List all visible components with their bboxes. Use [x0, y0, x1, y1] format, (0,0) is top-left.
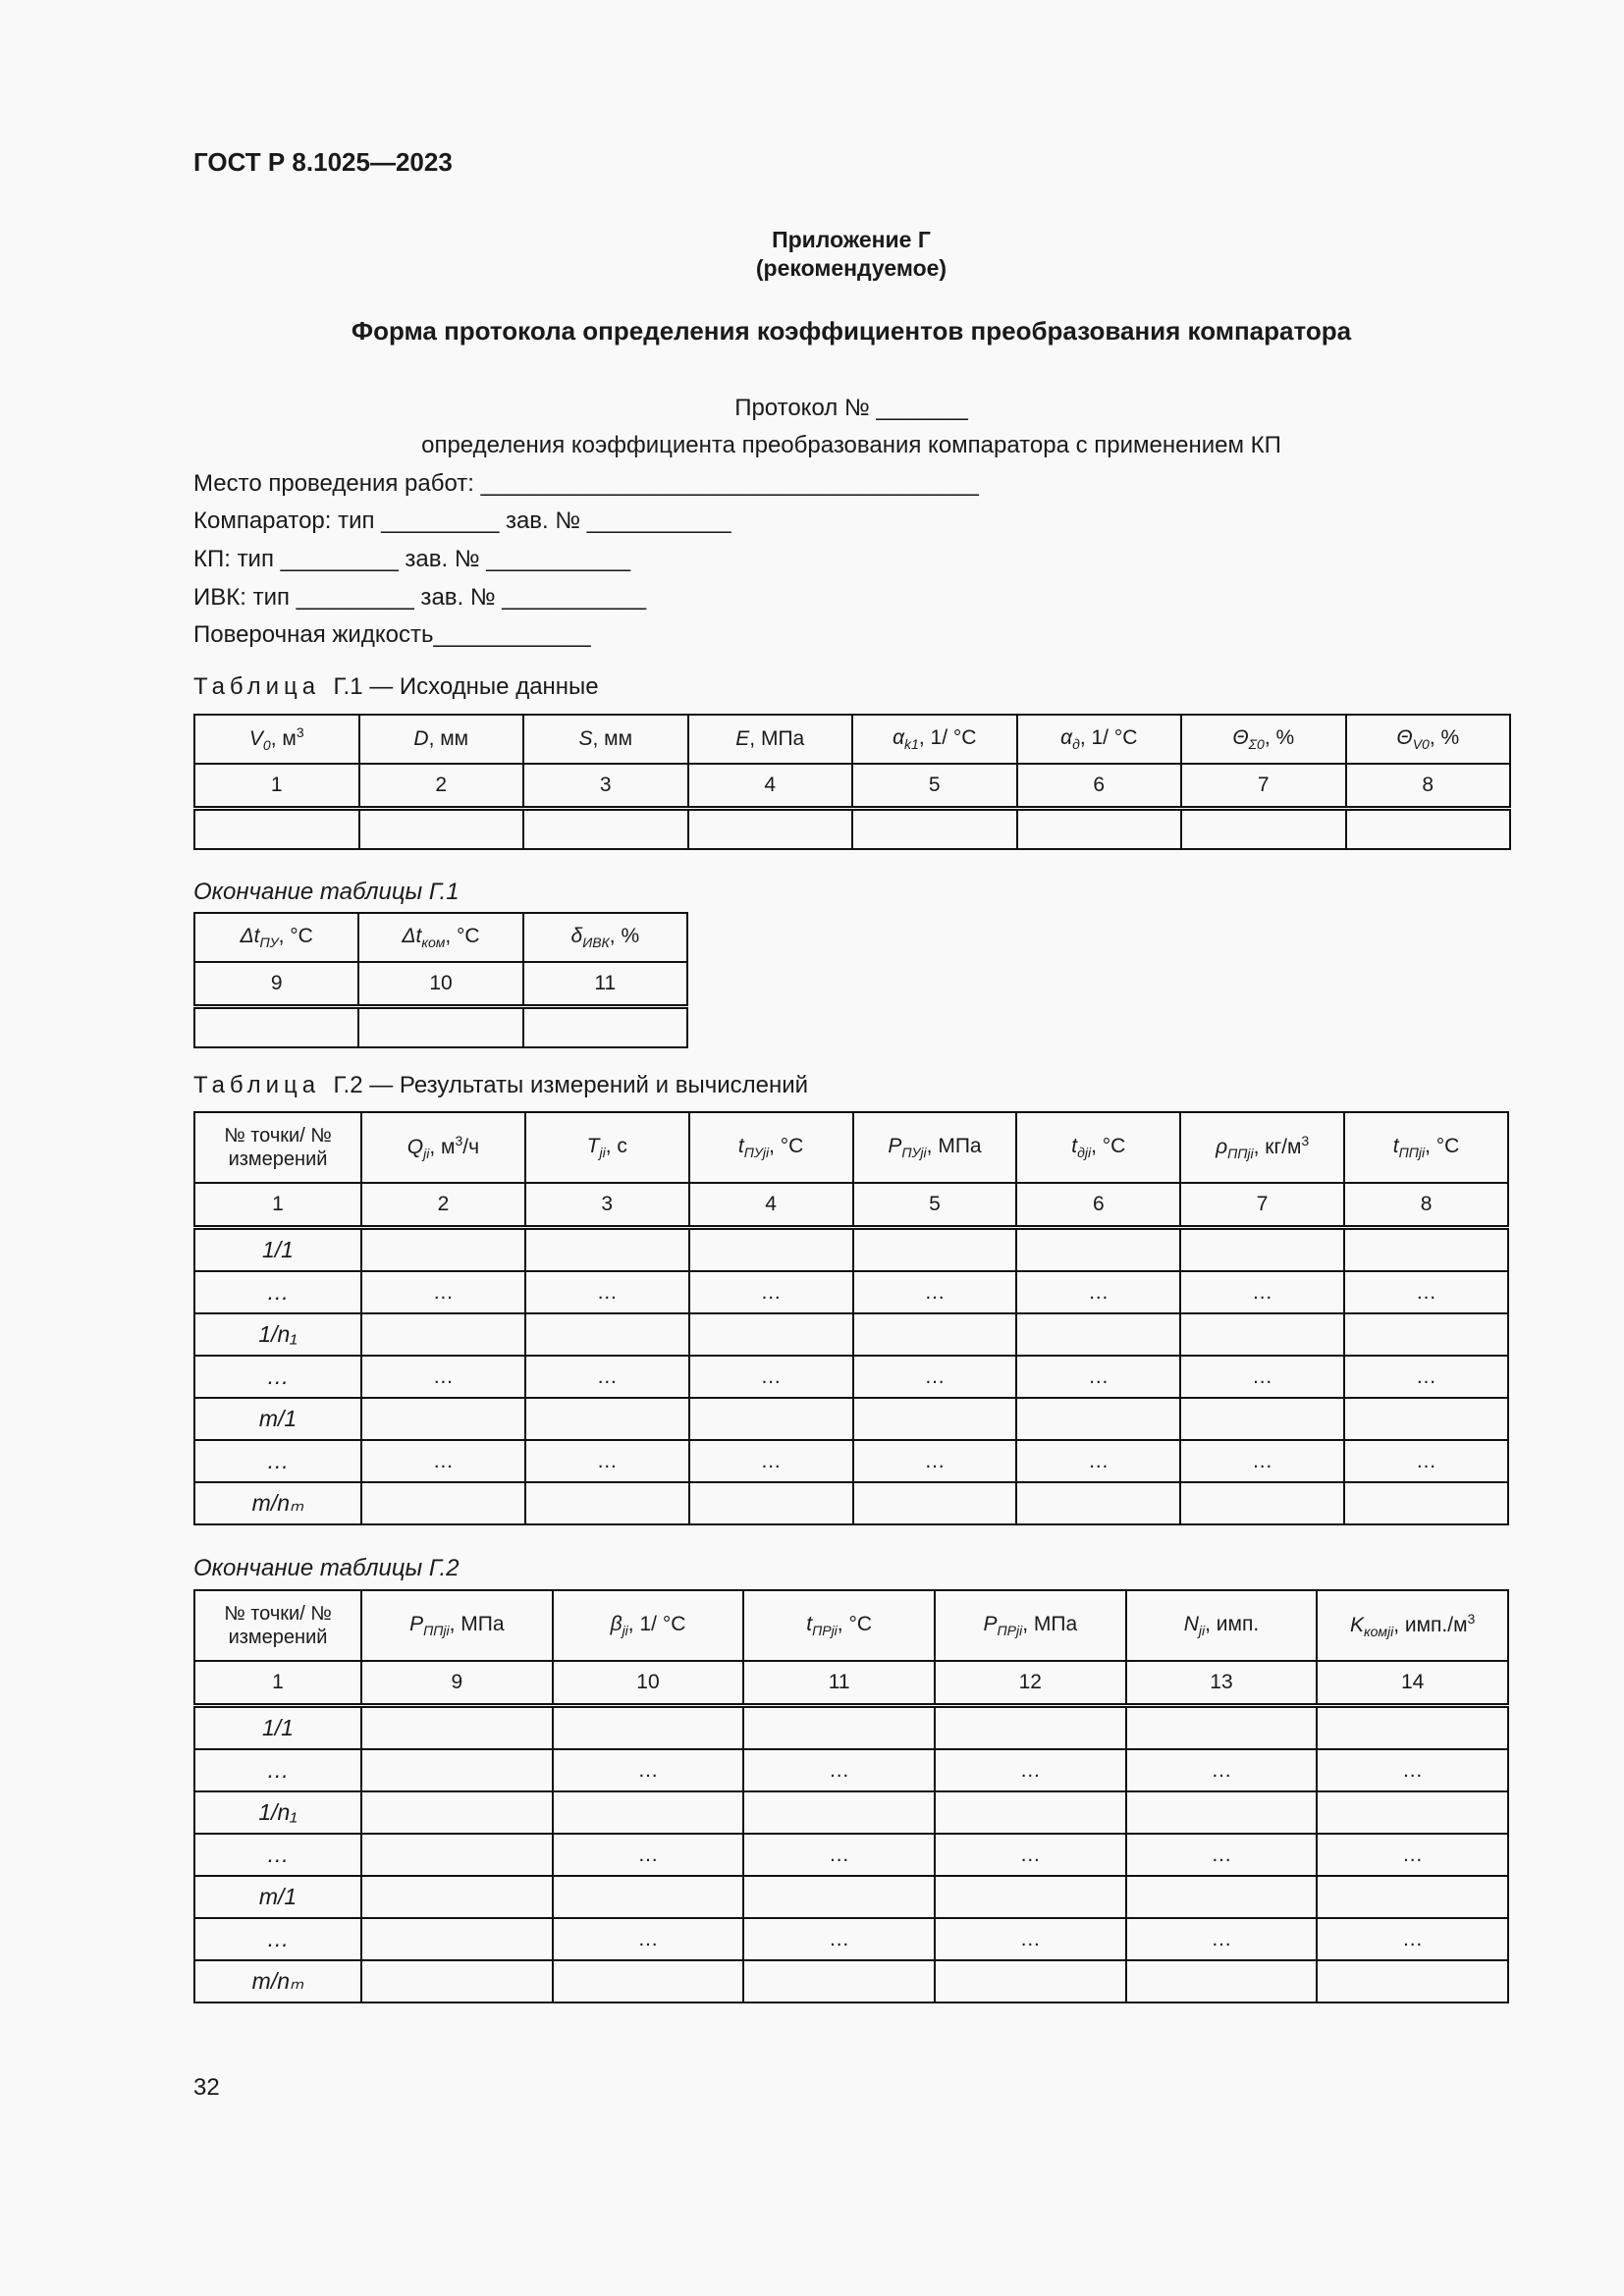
empty-cell — [1181, 809, 1346, 850]
table-row — [194, 1661, 1508, 1706]
row-label-cell: 1/1 — [194, 1706, 361, 1750]
table-header-cell: $t_{дji}$, °С — [1016, 1112, 1180, 1183]
table-row — [194, 1228, 1508, 1272]
data-cell — [361, 1749, 553, 1791]
column-number-cell: 7 — [1180, 1183, 1344, 1228]
data-cell — [1016, 1482, 1180, 1524]
data-cell — [1180, 1398, 1344, 1440]
data-cell — [525, 1398, 689, 1440]
column-number-cell: 10 — [553, 1661, 744, 1706]
data-cell — [935, 1876, 1126, 1918]
table-header-cell: $P_{ПУji}$, МПа — [853, 1112, 1017, 1183]
table-row — [194, 1482, 1508, 1524]
data-cell — [1016, 1228, 1180, 1272]
column-number-cell: 6 — [1017, 764, 1182, 809]
data-cell — [853, 1482, 1017, 1524]
data-cell — [553, 1876, 744, 1918]
data-cell: … — [689, 1440, 853, 1482]
data-cell: … — [1180, 1440, 1344, 1482]
column-number-cell: 11 — [523, 962, 687, 1007]
data-cell: … — [689, 1271, 853, 1313]
data-cell — [853, 1313, 1017, 1356]
data-cell: … — [1344, 1440, 1508, 1482]
row-label-cell: 1/n₁ — [194, 1313, 361, 1356]
table2-end-caption: Окончание таблицы Г.2 — [193, 1555, 460, 1581]
row-label-cell: … — [194, 1918, 361, 1960]
data-cell: … — [689, 1356, 853, 1398]
table-g1-end — [193, 912, 688, 1048]
table-row — [194, 1749, 1508, 1791]
data-cell — [935, 1706, 1126, 1750]
column-number-cell: 8 — [1346, 764, 1511, 809]
table-header-cell: $P_{ППji}$, МПа — [361, 1590, 553, 1661]
column-number-cell: 9 — [194, 962, 358, 1007]
table-row — [194, 1271, 1508, 1313]
table-header-cell: $\delta_{ИВК}$, % — [523, 913, 687, 962]
table-header-cell: $P_{ПРji}$, МПа — [935, 1590, 1126, 1661]
column-number-cell: 4 — [688, 764, 853, 809]
empty-cell — [359, 809, 524, 850]
data-cell: … — [361, 1440, 525, 1482]
table-g2-end — [193, 1589, 1509, 2003]
data-cell — [689, 1228, 853, 1272]
row-label-cell: … — [194, 1356, 361, 1398]
table-row — [194, 715, 1510, 764]
empty-cell — [358, 1007, 522, 1048]
data-cell: … — [853, 1356, 1017, 1398]
data-cell: … — [1016, 1271, 1180, 1313]
data-cell: … — [1126, 1749, 1318, 1791]
data-cell: … — [1344, 1356, 1508, 1398]
empty-cell — [523, 809, 688, 850]
column-number-cell: 6 — [1016, 1183, 1180, 1228]
column-number-cell: 14 — [1317, 1661, 1508, 1706]
data-cell — [1180, 1313, 1344, 1356]
table-header-cell: $\Delta t_{ком}$, °С — [358, 913, 522, 962]
data-cell — [1180, 1228, 1344, 1272]
form-title: Форма протокола определения коэффициентов преобразования компаратора — [351, 316, 1352, 346]
data-cell — [1344, 1482, 1508, 1524]
row-label-cell: m/nₘ — [194, 1482, 361, 1524]
empty-cell — [688, 809, 853, 850]
table-row — [194, 1183, 1508, 1228]
table-g1 — [193, 714, 1511, 850]
point-header-cell: № точки/ № измерений — [194, 1112, 361, 1183]
data-cell — [525, 1313, 689, 1356]
data-cell: … — [525, 1271, 689, 1313]
data-cell: … — [1126, 1918, 1318, 1960]
document-header: ГОСТ Р 8.1025—2023 — [193, 147, 453, 177]
column-number-cell: 9 — [361, 1661, 553, 1706]
table-row — [194, 962, 687, 1007]
table-row — [194, 1960, 1508, 2002]
data-cell: … — [935, 1918, 1126, 1960]
data-cell — [361, 1834, 553, 1876]
data-cell: … — [853, 1440, 1017, 1482]
data-cell — [743, 1791, 935, 1834]
data-cell: … — [1180, 1356, 1344, 1398]
data-cell — [853, 1228, 1017, 1272]
row-label-cell: m/1 — [194, 1398, 361, 1440]
data-cell: … — [743, 1834, 935, 1876]
table-header-cell: $N_{ji}$, имп. — [1126, 1590, 1318, 1661]
data-cell: … — [1344, 1271, 1508, 1313]
empty-cell — [1346, 809, 1511, 850]
data-cell — [689, 1313, 853, 1356]
table-row — [194, 1007, 687, 1048]
data-cell — [361, 1228, 525, 1272]
table-header-cell: $\rho_{ППji}$, $кг/м^3$ — [1180, 1112, 1344, 1183]
data-cell — [553, 1791, 744, 1834]
data-cell — [935, 1791, 1126, 1834]
row-label-cell: 1/n₁ — [194, 1791, 361, 1834]
column-number-cell: 8 — [1344, 1183, 1508, 1228]
empty-cell — [1017, 809, 1182, 850]
table-header-cell: E, МПа — [688, 715, 853, 764]
data-cell — [1317, 1960, 1508, 2002]
column-number-cell: 1 — [194, 764, 359, 809]
table-header-cell: S, мм — [523, 715, 688, 764]
table-row — [194, 809, 1510, 850]
table-row — [194, 1313, 1508, 1356]
point-header-cell: № точки/ № измерений — [194, 1590, 361, 1661]
data-cell — [361, 1918, 553, 1960]
field-kp: КП: тип _________ зав. № ___________ — [193, 546, 631, 572]
table1-end-caption: Окончание таблицы Г.1 — [193, 879, 460, 905]
table-header-cell: $\alpha_{k1}$, 1/ °С — [852, 715, 1017, 764]
column-number-cell: 5 — [853, 1183, 1017, 1228]
table-row — [194, 913, 687, 962]
data-cell: … — [1180, 1271, 1344, 1313]
field-comparator: Компаратор: тип _________ зав. № ___________ — [193, 507, 731, 534]
data-cell — [1317, 1876, 1508, 1918]
data-cell — [935, 1960, 1126, 2002]
data-cell — [1344, 1398, 1508, 1440]
table-header-cell: $\alpha_д$, 1/ °С — [1017, 715, 1182, 764]
data-cell — [1317, 1706, 1508, 1750]
data-cell: … — [553, 1749, 744, 1791]
data-cell: … — [1317, 1749, 1508, 1791]
table-header-cell: $Q_{ji}$, $м^3/ч$ — [361, 1112, 525, 1183]
table-header-cell: $t_{ПУji}$, °С — [689, 1112, 853, 1183]
data-cell — [525, 1228, 689, 1272]
row-label-cell: m/nₘ — [194, 1960, 361, 2002]
table-header-cell: $\Theta_{\Sigma 0}$, % — [1181, 715, 1346, 764]
row-label-cell: 1/1 — [194, 1228, 361, 1272]
data-cell: … — [361, 1271, 525, 1313]
data-cell: … — [935, 1749, 1126, 1791]
empty-cell — [523, 1007, 687, 1048]
row-label-cell: m/1 — [194, 1876, 361, 1918]
table-header-cell: $\Theta_{V0}$, % — [1346, 715, 1511, 764]
data-cell — [361, 1313, 525, 1356]
column-number-cell: 12 — [935, 1661, 1126, 1706]
appendix-heading — [0, 226, 1624, 283]
data-cell — [853, 1398, 1017, 1440]
data-cell: … — [525, 1356, 689, 1398]
data-cell — [553, 1706, 744, 1750]
column-number-cell: 2 — [359, 764, 524, 809]
column-number-cell: 3 — [525, 1183, 689, 1228]
row-label-cell: … — [194, 1834, 361, 1876]
table-header-cell: $t_{ППji}$, °С — [1344, 1112, 1508, 1183]
column-number-cell: 11 — [743, 1661, 935, 1706]
data-cell — [361, 1960, 553, 2002]
row-label-cell: … — [194, 1271, 361, 1313]
table-row — [194, 1834, 1508, 1876]
table-row — [194, 1112, 1508, 1183]
page-number: 32 — [193, 2074, 220, 2101]
table-header-cell: D, мм — [359, 715, 524, 764]
data-cell — [1126, 1960, 1318, 2002]
empty-cell — [852, 809, 1017, 850]
data-cell — [553, 1960, 744, 2002]
table-header-cell: $K_{комji}$, $имп./м^3$ — [1317, 1590, 1508, 1661]
table-row — [194, 1706, 1508, 1750]
data-cell: … — [361, 1356, 525, 1398]
table1-caption: Таблица Г.1 — Исходные данные — [193, 673, 599, 700]
column-number-cell: 4 — [689, 1183, 853, 1228]
data-cell — [743, 1960, 935, 2002]
data-cell — [1016, 1398, 1180, 1440]
column-number-cell: 3 — [523, 764, 688, 809]
data-cell — [525, 1482, 689, 1524]
data-cell: … — [525, 1440, 689, 1482]
data-cell — [1344, 1313, 1508, 1356]
data-cell: … — [1317, 1834, 1508, 1876]
data-cell: … — [1126, 1834, 1318, 1876]
data-cell — [361, 1482, 525, 1524]
data-cell: … — [1016, 1356, 1180, 1398]
data-cell — [361, 1398, 525, 1440]
column-number-cell: 13 — [1126, 1661, 1318, 1706]
column-number-cell: 2 — [361, 1183, 525, 1228]
table-row — [194, 1398, 1508, 1440]
table-row — [194, 764, 1510, 809]
table-row — [194, 1876, 1508, 1918]
data-cell: … — [1016, 1440, 1180, 1482]
empty-cell — [194, 809, 359, 850]
data-cell — [1344, 1228, 1508, 1272]
data-cell — [361, 1791, 553, 1834]
table-header-cell: $T_{ji}$, с — [525, 1112, 689, 1183]
data-cell — [1126, 1876, 1318, 1918]
table-header-cell: $\Delta t_{ПУ}$, °С — [194, 913, 358, 962]
row-label-cell: … — [194, 1749, 361, 1791]
data-cell — [1126, 1706, 1318, 1750]
data-cell: … — [743, 1918, 935, 1960]
table-header-cell: $t_{ПРji}$, °С — [743, 1590, 935, 1661]
empty-cell — [194, 1007, 358, 1048]
table-header-cell: $V_0$, $м^3$ — [194, 715, 359, 764]
column-number-cell: 5 — [852, 764, 1017, 809]
data-cell: … — [553, 1918, 744, 1960]
protocol-subtitle: определения коэффициента преобразования компаратора с применением КП — [421, 432, 1281, 458]
protocol-title: Протокол № _______ — [734, 395, 968, 421]
data-cell — [361, 1876, 553, 1918]
data-cell — [689, 1482, 853, 1524]
data-cell: … — [1317, 1918, 1508, 1960]
data-cell — [1016, 1313, 1180, 1356]
column-number-cell: 1 — [194, 1661, 361, 1706]
table-row — [194, 1590, 1508, 1661]
data-cell — [1180, 1482, 1344, 1524]
row-label-cell: … — [194, 1440, 361, 1482]
field-location: Место проведения работ: ______________________________________ — [193, 470, 979, 497]
field-liquid: Поверочная жидкость____________ — [193, 621, 591, 648]
data-cell: … — [553, 1834, 744, 1876]
field-ivk: ИВК: тип _________ зав. № ___________ — [193, 584, 647, 611]
table2-caption: Таблица Г.2 — Результаты измерений и вычислений — [193, 1072, 809, 1098]
appendix-subtitle: (рекомендуемое) — [755, 255, 947, 281]
data-cell — [689, 1398, 853, 1440]
table-row — [194, 1356, 1508, 1398]
column-number-cell: 7 — [1181, 764, 1346, 809]
data-cell — [1126, 1791, 1318, 1834]
appendix-title: Приложение Г — [772, 227, 931, 252]
table-row — [194, 1918, 1508, 1960]
column-number-cell: 1 — [194, 1183, 361, 1228]
table-header-cell: $\beta_{ji}$, 1/ °С — [553, 1590, 744, 1661]
data-cell: … — [743, 1749, 935, 1791]
data-cell: … — [853, 1271, 1017, 1313]
data-cell — [743, 1706, 935, 1750]
table-g2 — [193, 1111, 1509, 1525]
table-row — [194, 1791, 1508, 1834]
data-cell: … — [935, 1834, 1126, 1876]
data-cell — [361, 1706, 553, 1750]
column-number-cell: 10 — [358, 962, 522, 1007]
data-cell — [1317, 1791, 1508, 1834]
data-cell — [743, 1876, 935, 1918]
table-row — [194, 1440, 1508, 1482]
